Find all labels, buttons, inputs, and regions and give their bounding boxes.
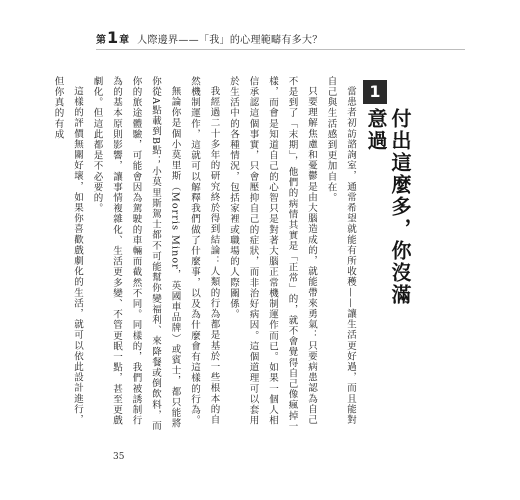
- running-header: [96, 27, 323, 47]
- paragraph: 這樣的評價無關好壞，如果你喜歡戲劇化的生活，就可以依此設計進行，但你真的有成: [52, 76, 83, 425]
- chapter-suffix: 章: [119, 34, 130, 46]
- body-text: [52, 76, 360, 432]
- paragraph: 無論你是個小莫里斯（Morris Minor，英國車品牌）或賓士，都只能將你從A點載到B點；小莫里斯駕士都不可能幫你變福利、來降餐或倒飲料，而你的旅途體驗，可能會因為駕駛的車輛而截然不同。同樣的，我們被誘制行為的基本原則影響，讓事情複雜化、生活更多變、不管更眠一點，甚至更戲劇化。但這此都是不必要的。: [91, 76, 181, 432]
- paragraph: 當患者初訪諮詢室，通常希望就能有所收穫——讓生活更好過，而且能對自己與生活感到更加自在。: [325, 76, 356, 425]
- chapter-label: [96, 27, 130, 47]
- section-heading: 付出這麼多，你沒滿意過: [364, 108, 412, 306]
- chapter-title: 人際邊界——「我」的心理範疇有多大？: [137, 34, 323, 46]
- chapter-prefix: 第: [96, 34, 106, 46]
- paragraph: 只要理解焦慮和憂鬱是由大腦造成的，就能帶來勇氣：只要病患認為自己不是到了「末期」，他們的病情其實是「正常」的，就不會覺得自己像瘋掉一樣，而會是知道自己的心智只是對著大腦正常機制運作而已。如果一個人相信承認這個事實，只會壓抑自己的症狀，而非治好病因。這個道理可以套用於生活中的各種情況，包括家裡或職場的人際關係。: [228, 76, 317, 432]
- chapter-number: 1: [107, 27, 119, 47]
- section-number-badge: 1: [363, 80, 387, 104]
- page-number: 35: [113, 452, 125, 462]
- paragraph: 我經過二十多年的研究終於得到結論：人類的行為都是基於一些根本的自然機制運作，這就可以解釋我們做了什麼事，以及為什麼會有這樣的行為。: [189, 76, 220, 426]
- header-divider: [96, 49, 465, 50]
